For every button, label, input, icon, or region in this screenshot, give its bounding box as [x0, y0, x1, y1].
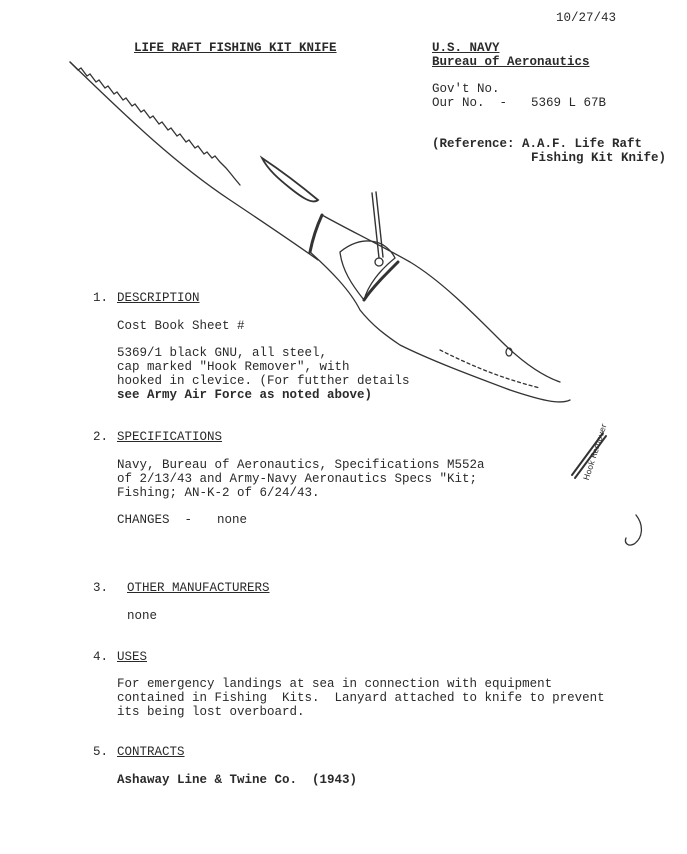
- knife-handle: [322, 215, 560, 382]
- reference-line1: (Reference: A.A.F. Life Raft: [432, 137, 643, 151]
- blade-serrated-edge: [70, 62, 240, 185]
- section-1-number: 1.: [93, 291, 109, 305]
- specifications-line-3: Fishing; AN-K-2 of 6/24/43.: [117, 486, 320, 500]
- uses-line-3: its being lost overboard.: [117, 705, 305, 719]
- document-title: LIFE RAFT FISHING KIT KNIFE: [134, 41, 337, 55]
- description-line-4: see Army Air Force as noted above): [117, 388, 373, 402]
- specifications-line-2: of 2/13/43 and Army-Navy Aeronautics Specs "Kit;: [117, 472, 478, 486]
- section-4-heading: USES: [117, 650, 148, 664]
- section-2-heading: SPECIFICATIONS: [117, 430, 223, 444]
- blade-back: [70, 62, 318, 260]
- cost-book-sheet: Cost Book Sheet #: [117, 319, 245, 333]
- section-5-number: 5.: [93, 745, 109, 759]
- section-2-number: 2.: [93, 430, 109, 444]
- uses-line-1: For emergency landings at sea in connection with equipment: [117, 677, 553, 691]
- agency-line1: U.S. NAVY: [432, 41, 500, 55]
- blade-slot: [262, 158, 318, 201]
- our-number-label: Our No. -: [432, 96, 508, 110]
- knife-bolster: [310, 215, 322, 252]
- description-line-1: 5369/1 black GNU, all steel,: [117, 346, 328, 360]
- hook-remover-pin: [372, 192, 383, 258]
- section-1-heading: DESCRIPTION: [117, 291, 200, 305]
- hook-remover-annotation: Hook Remover: [581, 422, 609, 482]
- contracts-value: Ashaway Line & Twine Co. (1943): [117, 773, 358, 787]
- govt-number-label: Gov't No.: [432, 82, 500, 96]
- description-line-3: hooked in clevice. (For futther details: [117, 374, 410, 388]
- section-3-heading: OTHER MANUFACTURERS: [127, 581, 270, 595]
- changes-label: CHANGES -: [117, 513, 193, 527]
- section-4-number: 4.: [93, 650, 109, 664]
- changes-value: none: [217, 513, 248, 527]
- reference-line2: Fishing Kit Knife): [531, 151, 667, 165]
- our-number-value: 5369 L 67B: [531, 96, 607, 110]
- document-date: 10/27/43: [556, 11, 617, 25]
- uses-line-2: contained in Fishing Kits. Lanyard attached to knife to prevent: [117, 691, 605, 705]
- specifications-line-1: Navy, Bureau of Aeronautics, Specifications M552a: [117, 458, 485, 472]
- description-line-2: cap marked "Hook Remover", with: [117, 360, 350, 374]
- other-manufacturers-value: none: [127, 609, 158, 623]
- section-3-number: 3.: [93, 581, 109, 595]
- agency-line2: Bureau of Aeronautics: [432, 55, 590, 69]
- section-5-heading: CONTRACTS: [117, 745, 185, 759]
